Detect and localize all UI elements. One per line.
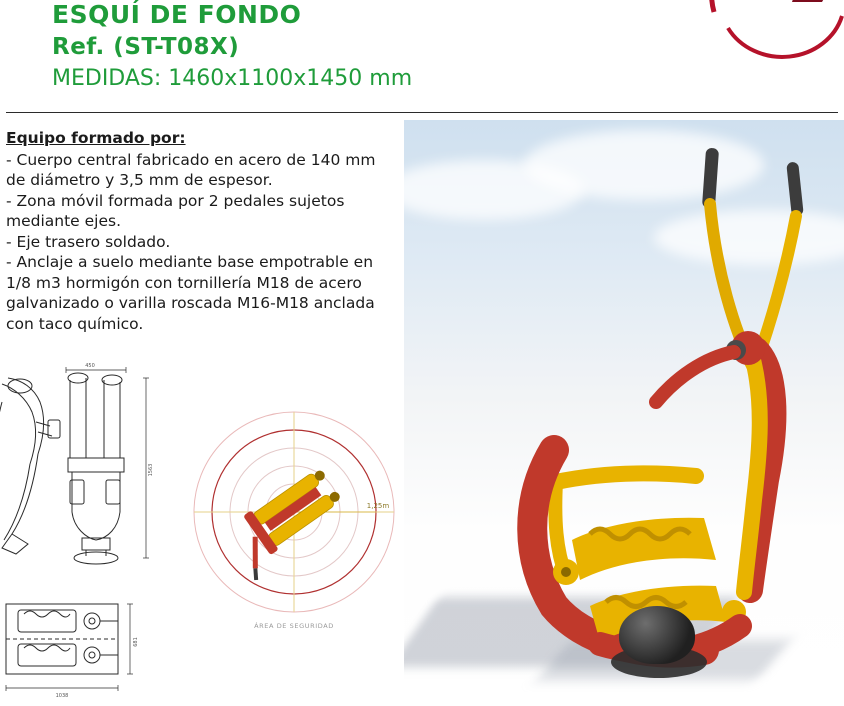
description-line: galvanizado o varilla roscada M16-M18 anclada (6, 294, 375, 312)
header-divider (6, 112, 838, 113)
page-title: ESQUÍ DE FONDO (52, 0, 302, 29)
description-line: - Eje trasero soldado. (6, 232, 171, 251)
description-line: mediante ejes. (6, 212, 122, 230)
dimension-label-plan-height: 681 (133, 637, 139, 647)
title-block (52, 0, 412, 94)
safety-area-diagram (186, 404, 406, 634)
company-logo (704, 0, 844, 62)
dimension-label-width: 450 (85, 363, 95, 369)
description-block (6, 128, 406, 334)
description-line: de diámetro y 3,5 mm de espesor. (6, 171, 273, 189)
product-photo (404, 120, 844, 692)
safety-area-label: ÁREA DE SEGURIDAD (254, 622, 334, 630)
dimension-label-height: 1563 (148, 463, 154, 477)
technical-drawing-plan (0, 596, 160, 699)
technical-drawing-elevations (0, 362, 160, 587)
description-line: - Anclaje a suelo mediante base empotrable en (6, 253, 374, 271)
description-line: - Cuerpo central fabricado en acero de 140 mm (6, 150, 376, 169)
dimension-label-plan-width: 1038 (55, 693, 69, 699)
description-heading: Equipo formado por: (6, 129, 186, 147)
equipment-illustration (404, 120, 844, 692)
product-measures: MEDIDAS: 1460x1100x1450 mm (52, 66, 413, 91)
description-line: con taco químico. (6, 314, 144, 333)
page-header (0, 0, 844, 112)
equipment-base (619, 606, 695, 664)
product-reference: Ref. (ST-T08X) (52, 34, 240, 60)
safety-radius-label: 1,25m (366, 502, 390, 510)
description-line: - Zona móvil formada por 2 pedales sujetos (6, 191, 345, 210)
description-line: 1/8 m3 hormigón con tornillería M18 de acero (6, 273, 362, 292)
